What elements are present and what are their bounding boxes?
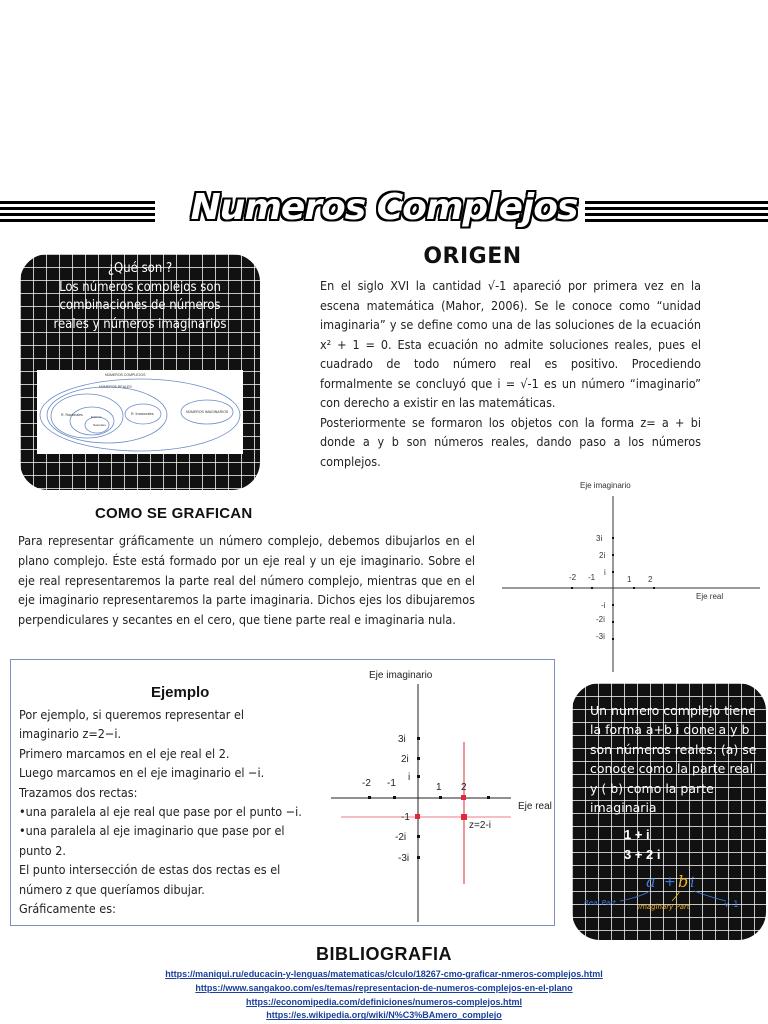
diagram-imaginarios-label: NÚMEROS IMAGINARIOS — [186, 410, 229, 414]
y-tick-label: 2i — [401, 754, 409, 765]
bibliografia-heading: BIBLIOGRAFIA — [316, 944, 452, 964]
diagram-racionales-label: R. Racionales — [61, 413, 83, 417]
y-tick-label: -1 — [401, 812, 410, 823]
ejemplo-line: El punto intersección de estas dos rectas es el — [19, 862, 281, 878]
tick-mark — [612, 604, 614, 606]
formula-graphic — [580, 873, 760, 913]
ejemplo-line: Por ejemplo, si queremos representar el — [19, 707, 245, 722]
tick-mark — [633, 587, 635, 589]
y-tick-label: -i — [601, 601, 606, 610]
formula-a: a — [646, 873, 656, 891]
diagram-naturales-label: Naturales — [93, 423, 106, 427]
real-part-arrow — [620, 891, 650, 901]
x-tick-label: 1 — [627, 575, 632, 584]
formula-plus: + — [664, 874, 676, 890]
imaginary-part-label: Imaginary Part — [638, 903, 690, 911]
y-tick-label: -2i — [596, 615, 605, 624]
x-tick-label: 1 — [436, 782, 442, 793]
diagram-enteros-label: Enteros — [91, 415, 102, 419]
origen-heading: ORIGEN — [423, 244, 522, 269]
tick-mark — [417, 775, 420, 778]
point-imag-minus-i-marker — [415, 814, 420, 819]
x-ticks — [569, 573, 655, 589]
y-tick-label: -3i — [398, 853, 410, 864]
formula-i: i — [690, 875, 695, 891]
ejemplo-line: Luego marcamos en el eje imaginario el −i. — [19, 765, 265, 781]
tick-mark — [612, 554, 614, 556]
ejemplo-line: punto 2. — [19, 842, 66, 858]
tick-mark — [417, 856, 420, 859]
bibliografia-link[interactable]: https://economipedia.com/definiciones/numeros-complejos.html — [245, 996, 523, 1007]
real-axis-label: Eje real — [696, 592, 724, 601]
diagram-reales-label: NÚMEROS REALES — [99, 385, 132, 389]
tick-mark — [612, 571, 614, 573]
forma-text: Un numero complejo tiene la forma a+b i done a y b son números reales: (a) se conoce como la parte real y ( b) como la parte imaginaria — [590, 703, 757, 816]
tick-mark — [571, 587, 573, 589]
x-tick-label: -1 — [387, 778, 396, 789]
tick-mark — [417, 757, 420, 760]
tick-mark — [417, 737, 420, 740]
origen-paragraph: En el siglo XVI la cantidad √-1 apareció por primera vez en la escena matemática (Mahor, 2006). Se le conoce como “unidad imaginaria” y se define como una de las soluciones de la ecuación x² + 1 = 0. Esta ecuación no admite soluciones reales, pues el cuadrado de todo número real es positivo. Procediendo formalmente se concluyó que i = √-1 es un número “imaginario” con derecho a existir en las matemáticas. — [320, 278, 701, 410]
origen-body — [320, 276, 701, 471]
tick-mark — [591, 587, 593, 589]
bibliografia-list — [0, 968, 768, 1023]
imag-axis-label: Eje imaginario — [580, 481, 631, 490]
real-part-label: Real Part — [584, 899, 616, 907]
ejemplo-body — [19, 705, 337, 918]
tick-mark — [368, 796, 371, 799]
page-title: Numeros Complejos — [190, 187, 578, 228]
como-se-grafican-heading: COMO SE GRAFICAN — [95, 505, 253, 522]
number-sets-diagram — [37, 370, 243, 454]
bibliografia-link[interactable]: https://maniqui.ru/educacin-y-lenguas/matematicas/clculo/18267-cmo-graficar-nmeros-complejos.html — [165, 969, 603, 979]
x-tick-label: -2 — [569, 573, 577, 582]
tick-mark — [417, 835, 420, 838]
que-son-line: reales y números imaginarios — [53, 316, 227, 332]
tick-mark — [612, 621, 614, 623]
origen-paragraph: Posteriormente se formaron los objetos con la forma z= a + bi donde a y b son números reales, dando paso a los números complejos. — [320, 414, 701, 469]
x-ticks — [362, 778, 490, 799]
y-tick-label: -2i — [395, 832, 407, 843]
tick-mark — [612, 537, 614, 539]
ejemplo-line: Primero marcamos en el eje real el 2. — [19, 745, 230, 761]
que-son-line: ¿Qué son ? — [107, 261, 173, 276]
y-tick-label: -3i — [596, 632, 605, 641]
example-2: 3 + 2 i — [624, 847, 661, 862]
x-tick-label: -1 — [588, 573, 596, 582]
que-son-line: Los números complejos son — [59, 279, 221, 295]
ejemplo-line: •una paralela al eje imaginario que pase por el — [19, 823, 285, 839]
y-tick-label: i — [604, 568, 606, 577]
formula-b: b — [678, 873, 689, 891]
ejemplo-panel — [10, 659, 555, 926]
que-son-card — [20, 254, 260, 490]
y-tick-label: 2i — [599, 551, 606, 560]
tick-mark — [612, 638, 614, 640]
x-tick-label: 2 — [648, 575, 653, 584]
diagram-complejos-label: NÚMEROS COMPLEJOS — [105, 373, 146, 377]
bibliografia-link[interactable]: https://www.sangakoo.com/es/temas/representacion-de-numeros-complejos-en-el-plano — [195, 982, 573, 993]
y-tick-label: 3i — [398, 734, 406, 745]
y-tick-label: 3i — [596, 534, 603, 543]
forma-card — [572, 683, 766, 940]
x-tick-label: -2 — [362, 778, 371, 789]
real-axis-label: Eje real — [518, 801, 552, 812]
point-real-2-marker — [461, 795, 466, 800]
ejemplo-heading: Ejemplo — [151, 684, 210, 701]
complex-plane-small — [500, 478, 762, 674]
ejemplo-line: Trazamos dos rectas: — [19, 784, 138, 800]
que-son-text — [20, 260, 260, 334]
tick-mark — [393, 796, 396, 799]
tick-mark — [487, 796, 490, 799]
tick-mark — [439, 796, 442, 799]
ejemplo-line: imaginario z=2−i. — [19, 726, 122, 742]
ejemplo-line: •una paralela al eje real que pase por el punto −i. — [19, 804, 302, 820]
como-se-grafican-paragraph: Para representar gráficamente un número complejo, debemos dibujarlos en el plano complejo. Éste está formado por un eje real y un eje imaginario. Sobre el eje real representaremos la parte real del número complejo, mientras que en el eje imaginario representaremos la parte imaginaria. Dichos ejes los dibujaremos perpendiculares y secantes en el cero, que tiene parte real e imaginaria nula. — [18, 533, 475, 628]
imaginary-part-arrow — [672, 891, 680, 901]
que-son-line: combinaciones de números — [59, 298, 221, 313]
x-tick-label: 2 — [461, 782, 467, 793]
sqrt-arrow — [694, 891, 726, 901]
complex-plane-example — [311, 662, 553, 924]
example-1: 1 + i — [624, 827, 650, 842]
imag-axis-label: Eje imaginario — [369, 670, 433, 681]
tick-mark — [653, 587, 655, 589]
como-se-grafican-body — [18, 531, 475, 630]
bibliografia-link[interactable]: https://es.wikipedia.org/wiki/N%C3%BAmero_complejo — [266, 1010, 502, 1021]
y-ticks — [395, 734, 420, 864]
sqrt-label: √-1 — [724, 900, 739, 910]
ejemplo-line: Gráficamente es: — [19, 901, 116, 917]
y-tick-label: i — [408, 772, 411, 783]
diagram-irracionales-label: R. Irracionales — [131, 412, 154, 416]
ejemplo-line: número z que queríamos dibujar. — [19, 881, 205, 897]
point-z-marker — [461, 814, 467, 820]
point-z-label: z=2-i — [469, 820, 491, 831]
